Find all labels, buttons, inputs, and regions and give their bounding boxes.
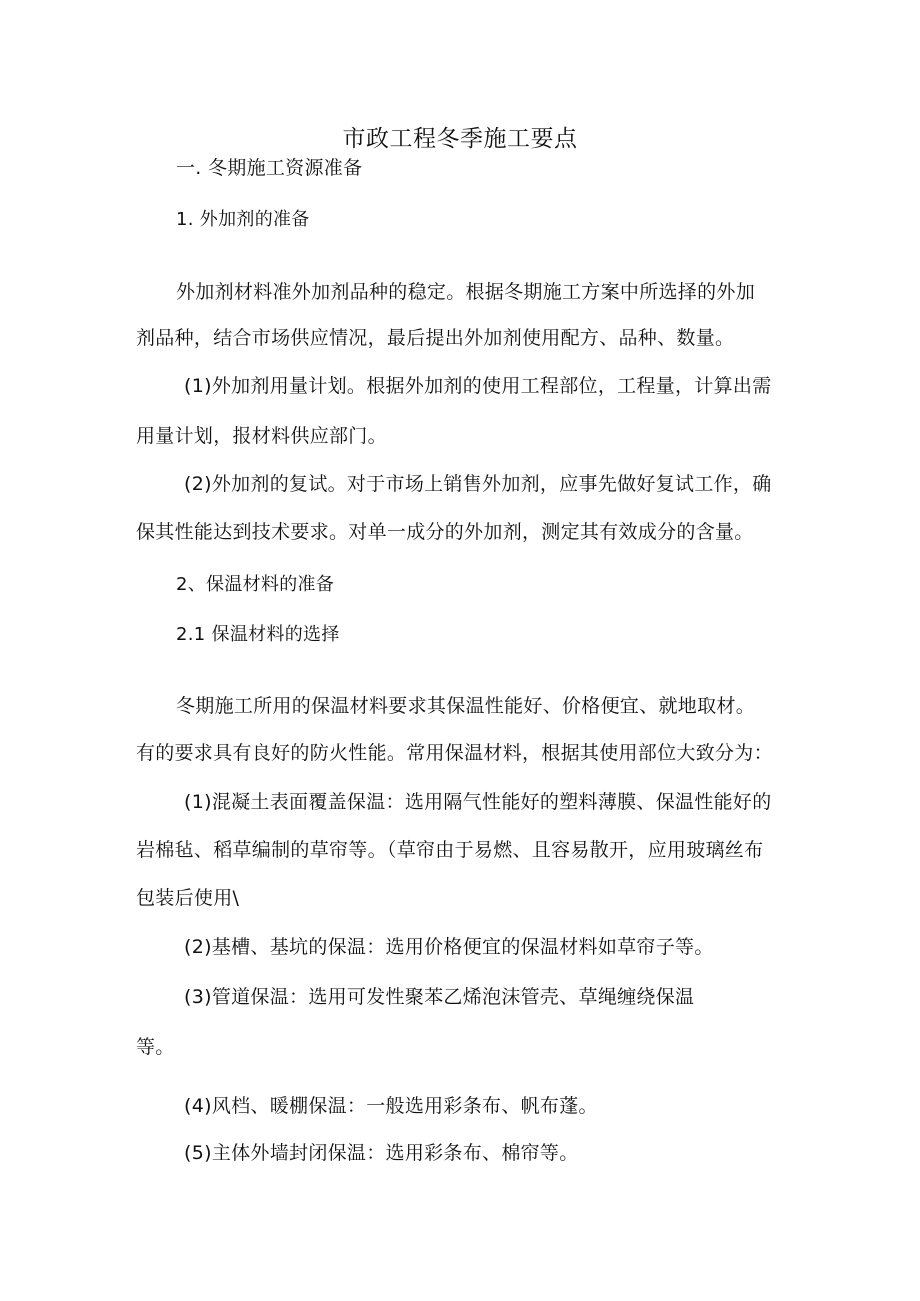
paragraph-insulation-line-1: 冬期施工所用的保温材料要求其保温性能好、价格便宜、就地取材。: [176, 695, 756, 717]
document-title: 市政工程冬季施工要点: [342, 126, 578, 152]
subsection-heading-additives: 1. 外加剂的准备: [176, 209, 310, 230]
material-foundation-pit: (2)基槽、基坑的保温：选用价格便宜的保温材料如草帘子等。: [184, 936, 714, 958]
section-heading: 一. 冬期施工资源准备: [176, 157, 363, 179]
paragraph-insulation-line-2: 有的要求具有良好的防火性能。常用保温材料，根据其使用部位大致分为：: [136, 742, 773, 764]
material-windbreak: (4)风档、暖棚保温：一般选用彩条布、帆布蓬。: [184, 1095, 598, 1117]
subsection-heading-insulation-selection: 2.1 保温材料的选择: [176, 624, 340, 645]
material-pipe-line-2: 等。: [136, 1036, 175, 1058]
material-concrete-line-2: 岩棉毡、稻草编制的草帘等。（草帘由于易燃、且容易散开，应用玻璃丝布: [136, 839, 764, 861]
material-exterior-wall: (5)主体外墙封闭保温：选用彩条布、棉帘等。: [184, 1142, 579, 1164]
material-concrete-line-1: (1)混凝土表面覆盖保温：选用隔气性能好的塑料薄膜、保温性能好的: [184, 791, 772, 813]
item-additive-retest-line-1: (2)外加剂的复试。对于市场上销售外加剂，应事先做好复试工作，确: [184, 473, 772, 495]
paragraph-additives-line-1: 外加剂材料准外加剂品种的稳定。根据冬期施工方案中所选择的外加: [176, 281, 756, 303]
item-additive-retest-line-2: 保其性能达到技术要求。对单一成分的外加剂，测定其有效成分的含量。: [136, 521, 754, 543]
subsection-heading-insulation: 2、保温材料的准备: [176, 574, 335, 595]
material-pipe-line-1: (3)管道保温：选用可发性聚苯乙烯泡沫管壳、草绳缠绕保温: [184, 986, 695, 1008]
item-additive-plan-line-2: 用量计划，报材料供应部门。: [136, 425, 387, 447]
paragraph-additives-line-2: 剂品种，结合市场供应情况，最后提出外加剂使用配方、品种、数量。: [136, 327, 735, 349]
material-concrete-line-3: 包装后使用\: [136, 887, 240, 909]
item-additive-plan-line-1: (1)外加剂用量计划。根据外加剂的使用工程部位，工程量，计算出需: [184, 375, 772, 397]
